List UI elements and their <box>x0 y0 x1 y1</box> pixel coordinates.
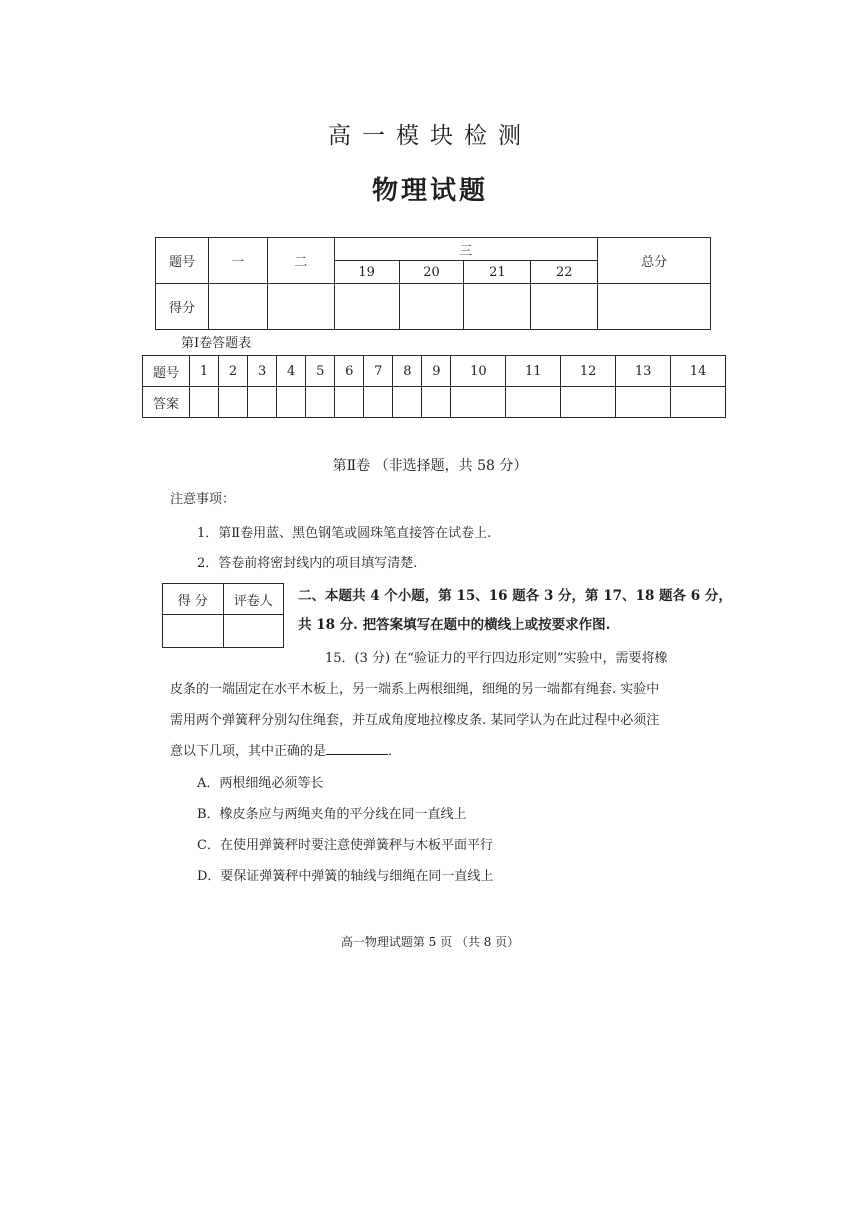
answer-cell[interactable] <box>219 387 248 418</box>
section2-instructions-line2: 共 18 分. 把答案填写在题中的横线上或按要求作图. <box>298 617 611 633</box>
part2-heading: 第Ⅱ卷 （非选择题，共 58 分） <box>332 458 528 474</box>
option-a: A．两根细绳必须等长 <box>197 776 324 791</box>
answer-cell[interactable] <box>506 387 561 418</box>
question15-line2: 皮条的一端固定在水平木板上，另一端系上两根细绳，细绳的另一端都有绳套. 实验中 <box>170 682 660 697</box>
note-item: 2．答卷前将密封线内的项目填写清楚. <box>197 556 418 571</box>
question-number: 6 <box>335 356 364 387</box>
question-number: 10 <box>451 356 506 387</box>
question-number: 4 <box>277 356 306 387</box>
answer-cell[interactable] <box>422 387 451 418</box>
question15-line4 <box>170 740 730 759</box>
answer-cell[interactable] <box>306 387 335 418</box>
answer-cell[interactable] <box>393 387 422 418</box>
page-footer: 高一物理试题第 5 页 （共 8 页） <box>340 935 520 949</box>
answer-cell[interactable] <box>616 387 671 418</box>
question-number: 11 <box>506 356 561 387</box>
score-table-header-section1: 一 <box>208 238 267 284</box>
score-cell[interactable] <box>399 284 464 330</box>
exam-subject-title: 物理试题 <box>371 176 488 206</box>
grader-name-cell[interactable] <box>223 615 284 648</box>
score-table-subq: 19 <box>334 261 399 284</box>
question-number: 5 <box>306 356 335 387</box>
score-cell[interactable] <box>334 284 399 330</box>
score-table <box>155 237 711 330</box>
question-number: 9 <box>422 356 451 387</box>
score-cell[interactable] <box>208 284 267 330</box>
answer-cell[interactable] <box>364 387 393 418</box>
question-number: 8 <box>393 356 422 387</box>
section1-answer-table <box>142 355 726 418</box>
score-cell[interactable] <box>598 284 711 330</box>
answer-blank[interactable] <box>326 742 388 755</box>
question-number: 3 <box>248 356 277 387</box>
score-cell[interactable] <box>464 284 531 330</box>
answer-cell[interactable] <box>335 387 364 418</box>
question-number: 1 <box>190 356 219 387</box>
score-cell[interactable] <box>531 284 598 330</box>
answer-cell[interactable] <box>248 387 277 418</box>
answer-cell[interactable] <box>561 387 616 418</box>
answer-table-row-label: 答案 <box>143 387 190 418</box>
score-cell[interactable] <box>267 284 334 330</box>
question-number: 12 <box>561 356 616 387</box>
option-b: B．橡皮条应与两绳夹角的平分线在同一直线上 <box>197 807 467 822</box>
option-d: D．要保证弹簧秤中弹簧的轴线与细绳在同一直线上 <box>197 869 494 884</box>
option-c: C．在使用弹簧秤时要注意使弹簧秤与木板平面平行 <box>197 838 493 853</box>
answer-cell[interactable] <box>190 387 219 418</box>
answer-cell[interactable] <box>671 387 726 418</box>
exam-title: 高一模块检测 <box>328 123 532 149</box>
score-table-subq: 22 <box>531 261 598 284</box>
question-number: 2 <box>219 356 248 387</box>
score-table-header-section2: 二 <box>267 238 334 284</box>
answer-table-row-label: 题号 <box>143 356 190 387</box>
answer-cell[interactable] <box>451 387 506 418</box>
question15-line4-end: ． <box>388 744 402 759</box>
score-row-label: 得分 <box>156 284 209 330</box>
section1-answer-caption: 第Ⅰ卷答题表 <box>181 336 252 351</box>
grader-name-label: 评卷人 <box>223 584 284 615</box>
question15-line3: 需用两个弹簧秤分别勾住绳套，并互成角度地拉橡皮条. 某同学认为在此过程中必须注 <box>170 713 660 728</box>
question-number: 13 <box>616 356 671 387</box>
section2-instructions-line1: 二、本题共 4 个小题，第 15、16 题各 3 分，第 17、18 题各 6 分， <box>298 588 732 604</box>
grader-box <box>162 583 284 648</box>
note-item: 1．第Ⅱ卷用蓝、黑色钢笔或圆珠笔直接答在试卷上. <box>197 526 492 541</box>
grader-score-label: 得 分 <box>163 584 224 615</box>
notes-title: 注意事项： <box>170 492 236 507</box>
score-table-header-section3: 三 <box>334 238 598 261</box>
answer-cell[interactable] <box>277 387 306 418</box>
question-number: 14 <box>671 356 726 387</box>
score-table-subq: 20 <box>399 261 464 284</box>
question15-line1: 15．(3 分) 在“验证力的平行四边形定则”实验中，需要将橡 <box>325 651 668 666</box>
grader-score-cell[interactable] <box>163 615 224 648</box>
question15-line4-text: 意以下几项，其中正确的是 <box>170 744 327 759</box>
question-number: 7 <box>364 356 393 387</box>
score-table-subq: 21 <box>464 261 531 284</box>
score-table-header-label: 题号 <box>156 238 209 284</box>
score-table-header-total: 总分 <box>598 238 711 284</box>
